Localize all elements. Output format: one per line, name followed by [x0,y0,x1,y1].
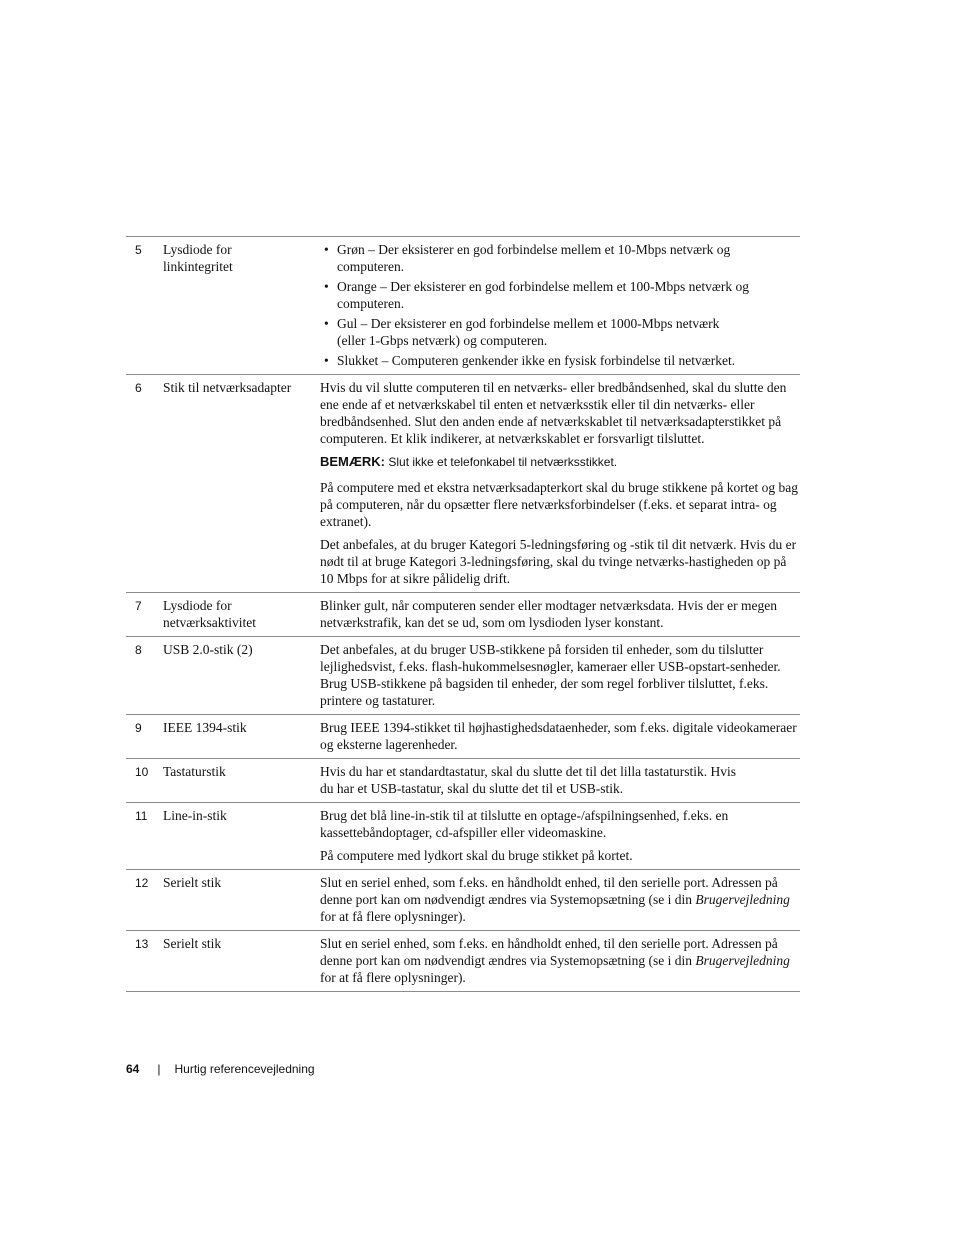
bullet-icon: • [324,316,329,331]
row-description [320,241,800,369]
row-label: Tastaturstik [163,764,226,779]
list-item: • Grøn – Der eksisterer en god forbindelse mellem et 10-Mbps netværk og computeren. [324,242,731,274]
paragraph: Blinker gult, når computeren sender eller modtager netværksdata. Hvis der er megen netværkstrafik, kan det se ud, som om lysdioden lyser konstant. [320,598,777,630]
paragraph: Det anbefales, at du bruger USB-stikkene på forsiden til enheder, som du tilslutter lejlighedsvist, f.eks. flash-hukommelsesnøgler, kameraer eller USB-opstart-senheder. Brug USB-stikkene på bagsiden til enheder, der som regel forbliver tilsluttet, f.eks. printere og tastaturer. [320,642,781,708]
page-footer [126,1062,315,1076]
paragraph: På computere med lydkort skal du bruge stikket på kortet. [320,848,633,863]
paragraph: Brug IEEE 1394-stikket til højhastighedsdataenheder, som f.eks. digitale videokameraer og eksterne lagerenheder. [320,720,797,752]
row-description [320,763,800,797]
document-title: Hurtig referencevejledning [174,1062,315,1076]
table-row [126,803,800,870]
row-description [320,874,800,925]
manual-title: Brugervejledning [695,953,790,968]
table-row [126,931,800,992]
row-description [320,807,800,864]
note [320,453,800,471]
bullet-icon: • [324,353,329,368]
row-description [320,641,800,709]
table-row [126,715,800,759]
row-label: Serielt stik [163,875,222,890]
table-row [126,870,800,931]
row-number: 10 [135,765,149,779]
row-number: 13 [135,937,149,951]
row-number: 8 [135,643,142,657]
row-number: 9 [135,721,142,735]
table-row [126,637,800,715]
row-label: Serielt stik [163,936,222,951]
table-row [126,593,800,637]
row-number: 7 [135,599,142,613]
row-number: 6 [135,381,142,395]
row-label: Line-in-stik [163,808,227,823]
row-label: Stik til netværksadapter [163,380,292,395]
table-row [126,237,800,375]
row-label: Lysdiode for linkintegritet [163,242,233,274]
row-number: 12 [135,876,149,890]
list-item: • Orange – Der eksisterer en god forbindelse mellem et 100-Mbps netværk og computeren. [324,279,750,311]
footer-separator: | [157,1062,161,1076]
paragraph: Hvis du har et standardtastatur, skal du slutte det til det lilla tastaturstik. Hvis du har et USB-tastatur, skal du slutte det til et USB-stik. [320,764,737,796]
paragraph: Slut en seriel enhed, som f.eks. en håndholdt enhed, til den serielle port. Adressen på denne port kan om nødvendigt ændres via Systemopsætning (se i din Brugervejledning for at få flere oplysninger). [320,936,790,985]
paragraph: På computere med et ekstra netværksadapterkort skal du bruge stikkene på kortet og bag på computeren, når du opsætter flere netværksforbindelser (f.eks. et separat intra- og extranet). [320,480,798,529]
paragraph: Slut en seriel enhed, som f.eks. en håndholdt enhed, til den serielle port. Adressen på denne port kan om nødvendigt ændres via Systemopsætning (se i din Brugervejledning for at få flere oplysninger). [320,875,790,924]
connector-table [126,236,800,992]
bullet-list [320,241,750,369]
table-row [126,375,800,593]
row-label: Lysdiode for netværksaktivitet [163,598,256,630]
manual-title: Brugervejledning [695,892,790,907]
row-label: IEEE 1394-stik [163,720,247,735]
table-row [126,759,800,803]
note-text: Slut ikke et telefonkabel til netværksstikket. [388,455,618,469]
paragraph: Det anbefales, at du bruger Kategori 5-ledningsføring og -stik til dit netværk. Hvis du er nødt til at bruge Kategori 3-ledningsføring, skal du tvinge netværks-hastigheden op på 10 Mbps for at sikre pålidelig drift. [320,537,797,586]
note-label: BEMÆRK: [320,454,385,469]
row-label: USB 2.0-stik (2) [163,642,253,657]
row-description [320,935,800,986]
row-description [320,379,800,587]
bullet-icon: • [324,242,329,257]
row-number: 5 [135,243,142,257]
paragraph: Brug det blå line-in-stik til at tilslutte en optage-/afspilningsenhed, f.eks. en kassettebåndoptager, cd-afspiller eller videomaskine. [320,808,729,840]
row-description [320,597,800,631]
list-item: • Slukket – Computeren genkender ikke en fysisk forbindelse til netværket. [324,353,736,368]
row-description [320,719,800,753]
paragraph: Hvis du vil slutte computeren til en netværks- eller bredbåndsenhed, skal du slutte den ene ende af et netværkskabel til enten et netværksstik eller til din netværks- eller bredbåndsenhed. Slut den anden ende af netværkskablet til netværksadapterstikket på computeren. Et klik indikerer, at netværkskablet er forsvarligt tilsluttet. [320,380,787,446]
bullet-icon: • [324,279,329,294]
row-number: 11 [135,809,148,823]
list-item: • Gul – Der eksisterer en god forbindelse mellem et 1000-Mbps netværk (eller 1-Gbps netværk) og computeren. [324,316,720,348]
page-number: 64 [126,1062,140,1076]
